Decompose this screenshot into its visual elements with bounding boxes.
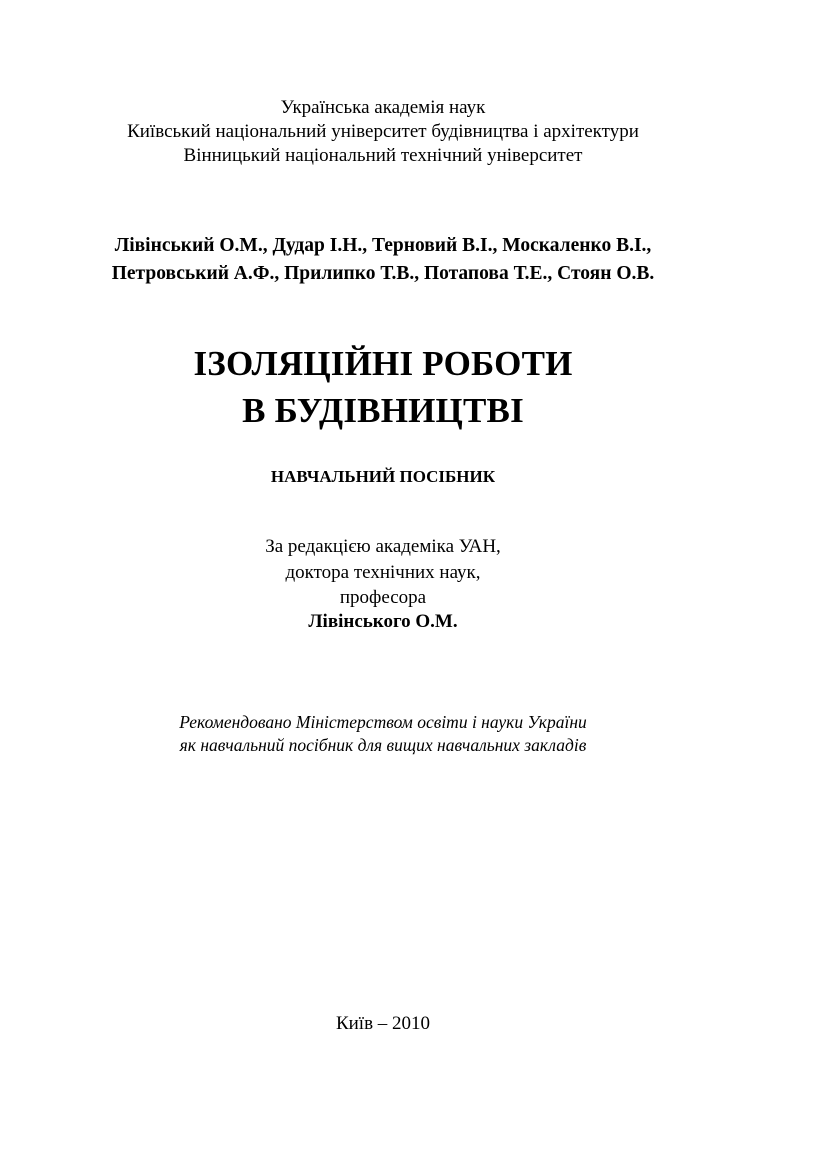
book-title-line-1: ІЗОЛЯЦІЙНІ РОБОТИ — [193, 344, 573, 383]
editor-name: Лівінського О.М. — [308, 611, 458, 632]
editor-line-1: За редакцією академіка УАН, — [265, 536, 501, 557]
editor-line-2: доктора технічних наук, — [285, 562, 481, 583]
book-type: НАВЧАЛЬНИЙ ПОСІБНИК — [270, 467, 496, 486]
place-and-year: Київ – 2010 — [335, 1013, 431, 1034]
authors-line-2: Петровський А.Ф., Прилипко Т.В., Потапова Т.Е., Стоян О.В. — [111, 263, 655, 284]
editor-line-3: професора — [339, 587, 427, 608]
recommendation-line-2: як навчальний посібник для вищих навчальних закладів — [179, 735, 587, 755]
recommendation-line-1: Рекомендовано Міністерством освіти і науки України — [179, 712, 587, 732]
institution-line-1: Українська академія наук — [280, 97, 486, 118]
book-title-line-2: В БУДІВНИЦТВІ — [242, 391, 524, 430]
institution-line-2: Київський національний університет будівництва і архітектури — [127, 121, 639, 142]
institution-line-3: Вінницький національний технічний університет — [183, 145, 583, 166]
authors-line-1: Лівінський О.М., Дудар І.Н., Терновий В.І., Москаленко В.І., — [114, 235, 652, 256]
